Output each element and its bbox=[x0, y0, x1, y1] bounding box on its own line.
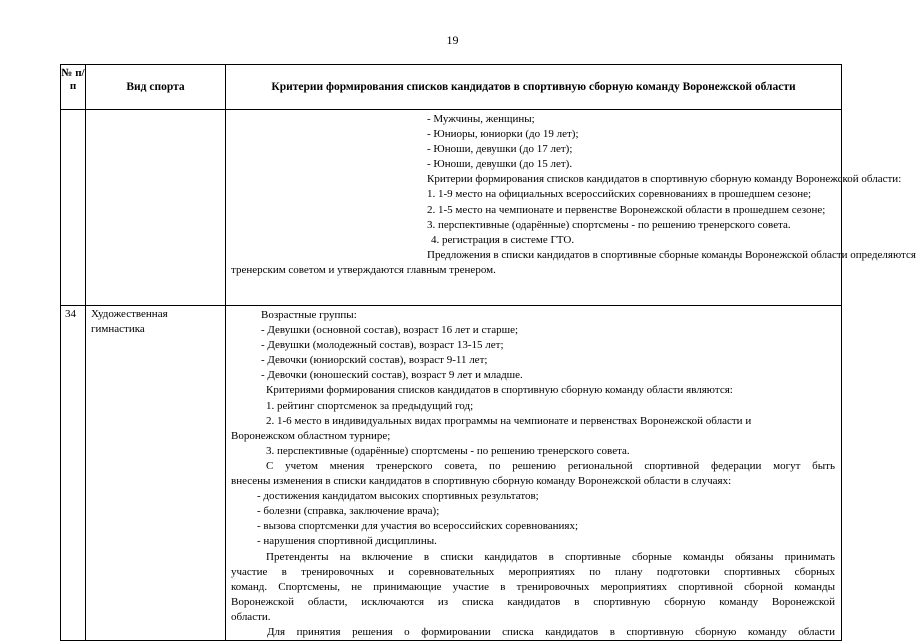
text-line: 4. регистрация в системе ГТО. bbox=[431, 233, 575, 246]
text-line: 3. перспективные (одарённые) спортсмены - по решению тренерского совета. bbox=[427, 218, 791, 231]
row-number bbox=[61, 110, 86, 306]
page-number: 19 bbox=[446, 33, 459, 47]
row-criteria bbox=[226, 110, 916, 306]
text-line: 3. перспективные (одарённые) спортсмены - по решению тренерского совета. bbox=[266, 444, 630, 457]
row-sport bbox=[86, 110, 226, 306]
text-line: 1. 1-9 место на официальных всероссийских соревнованиях в прошедшем сезоне; bbox=[427, 188, 812, 201]
criteria-table bbox=[60, 64, 916, 641]
text-line: области. bbox=[231, 610, 271, 623]
table-row bbox=[61, 306, 842, 641]
text-line: - болезни (справка, заключение врача); bbox=[257, 505, 440, 518]
text-line: - Мужчины, женщины; bbox=[427, 113, 535, 125]
text-line: Воронежской области, исключаются из списка кандидатов в спортивную сборную команду Воронежской bbox=[231, 595, 835, 608]
table-header-row bbox=[61, 65, 842, 110]
text-line: участие в тренировочных и соревновательных мероприятиях по плану подготовки спортивных сборных bbox=[231, 565, 835, 578]
text-line: - Юноши, девушки (до 15 лет). bbox=[427, 158, 573, 171]
text-line: - Девочки (юношеский состав), возраст 9 лет и младше. bbox=[261, 369, 523, 382]
text-line: - достижения кандидатом высоких спортивных результатов; bbox=[257, 490, 539, 503]
text-line: Воронежском областном турнире; bbox=[231, 429, 391, 442]
text-line: С учетом мнения тренерского совета, по решению региональной спортивной федерации могут быть bbox=[266, 459, 835, 472]
text-line: Возрастные группы: bbox=[261, 309, 357, 321]
table-row bbox=[61, 110, 842, 306]
row-criteria bbox=[226, 306, 842, 641]
row-sport: Художественная гимнастика bbox=[86, 306, 226, 641]
text-line: Критериями формирования списков кандидатов в спортивную сборную команду области являются: bbox=[266, 384, 733, 397]
text-line: Критерии формирования списков кандидатов в спортивную сборную команду Воронежской области: bbox=[427, 173, 902, 186]
text-line: - нарушения спортивной дисциплины. bbox=[257, 535, 437, 548]
text-line: - Юниоры, юниорки (до 19 лет); bbox=[427, 128, 579, 141]
text-line: - Юноши, девушки (до 17 лет); bbox=[427, 143, 573, 156]
text-line: Предложения в списки кандидатов в спортивные сборные команды Воронежской области определяются bbox=[427, 248, 916, 261]
text-line: 1. рейтинг спортсменок за предыдущий год; bbox=[266, 399, 474, 412]
text-line: тренерским советом и утверждаются главным тренером. bbox=[231, 263, 496, 276]
header-sport: Вид спорта bbox=[86, 65, 226, 110]
text-line: внесены изменения в списки кандидатов в спортивную сборную команду Воронежской области в случаях: bbox=[231, 475, 732, 488]
text-line: Претенденты на включение в списки кандидатов в спортивные сборные команды обязаны принимать bbox=[266, 550, 835, 563]
text-line: - вызова спортсменки для участия во всероссийских соревнованиях; bbox=[257, 520, 579, 533]
text-line: Для принятия решения о формировании списка кандидатов в спортивную сборную команду области bbox=[267, 625, 835, 638]
text-line: - Девочки (юниорский состав), возраст 9-11 лет; bbox=[261, 354, 488, 367]
header-number: № п/ п bbox=[61, 65, 86, 110]
row-number: 34 bbox=[61, 306, 86, 641]
text-line: 2. 1-6 место в индивидуальных видах программы на чемпионате и первенствах Воронежской области и bbox=[266, 414, 752, 427]
text-line: - Девушки (молодежный состав), возраст 13-15 лет; bbox=[261, 339, 504, 352]
text-line: 2. 1-5 место на чемпионате и первенстве Воронежской области в прошедшем сезоне; bbox=[427, 203, 826, 216]
header-criteria: Критерии формирования списков кандидатов в спортивную сборную команду Воронежской области bbox=[226, 65, 842, 110]
text-line: команд. Спортсмены, не принимающие участие в тренировочных мероприятиях спортивной сборной команды bbox=[231, 580, 835, 593]
text-line: - Девушки (основной состав), возраст 16 лет и старше; bbox=[261, 324, 519, 337]
